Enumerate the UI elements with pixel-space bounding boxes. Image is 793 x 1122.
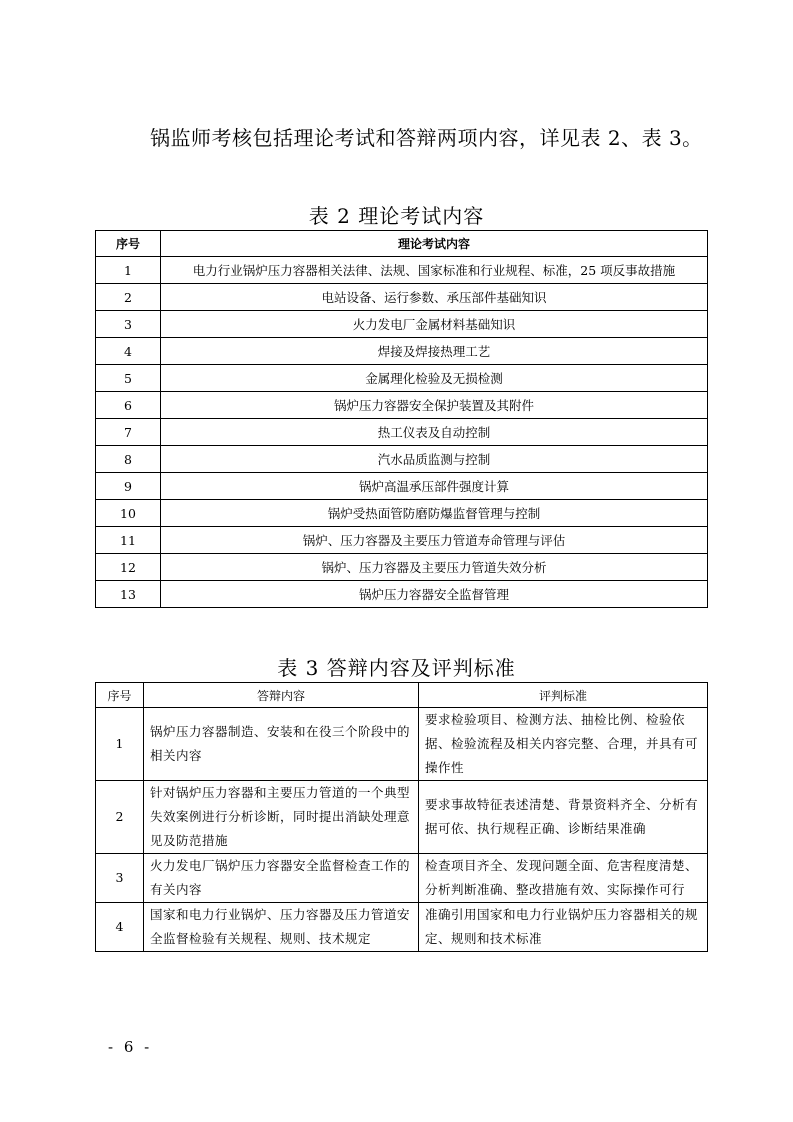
criteria-cell: 要求检验项目、检测方法、抽检比例、检验依据、检验流程及相关内容完整、合理，并具有可操作性 [419, 708, 708, 781]
table2-caption: 表 2 理论考试内容 [308, 204, 485, 228]
table-row [96, 338, 708, 365]
header-criteria: 评判标准 [419, 683, 708, 708]
header-content: 理论考试内容 [161, 231, 708, 257]
row-index-cell: 13 [96, 581, 161, 608]
defense-content-cell: 锅炉压力容器制造、安装和在役三个阶段中的相关内容 [144, 708, 419, 781]
row-index-cell: 3 [96, 854, 144, 903]
defense-content-cell: 国家和电力行业锅炉、压力容器及压力管道安全监督检验有关规程、规则、技术规定 [144, 903, 419, 952]
table2-body [96, 257, 708, 608]
table-row [96, 257, 708, 284]
table-row [96, 708, 708, 781]
page-number: - 6 - [108, 1038, 153, 1056]
row-index-cell: 2 [96, 781, 144, 854]
table-row [96, 473, 708, 500]
table-row [96, 365, 708, 392]
row-index-cell: 2 [96, 284, 161, 311]
row-index-cell: 8 [96, 446, 161, 473]
row-index-cell: 1 [96, 257, 161, 284]
row-index-cell: 1 [96, 708, 144, 781]
defense-content-cell: 针对锅炉压力容器和主要压力管道的一个典型失效案例进行分析诊断，同时提出消缺处理意见及防范措施 [144, 781, 419, 854]
row-index-cell: 6 [96, 392, 161, 419]
defense-table [95, 682, 708, 952]
table-row [96, 554, 708, 581]
row-content-cell: 锅炉压力容器安全保护装置及其附件 [161, 392, 708, 419]
row-index-cell: 7 [96, 419, 161, 446]
table-row [96, 581, 708, 608]
table-row [96, 392, 708, 419]
row-index-cell: 11 [96, 527, 161, 554]
table-row [96, 419, 708, 446]
row-index-cell: 12 [96, 554, 161, 581]
table-row [96, 903, 708, 952]
table-row [96, 500, 708, 527]
header-index: 序号 [96, 683, 144, 708]
row-index-cell: 5 [96, 365, 161, 392]
table-row [96, 781, 708, 854]
row-content-cell: 焊接及焊接热理工艺 [161, 338, 708, 365]
row-content-cell: 火力发电厂金属材料基础知识 [161, 311, 708, 338]
table-header-row [96, 231, 708, 257]
row-index-cell: 3 [96, 311, 161, 338]
table-row [96, 446, 708, 473]
row-content-cell: 金属理化检验及无损检测 [161, 365, 708, 392]
table-header-row [96, 683, 708, 708]
table3-caption: 表 3 答辩内容及评判标准 [277, 656, 516, 680]
row-content-cell: 汽水品质监测与控制 [161, 446, 708, 473]
table-row [96, 284, 708, 311]
intro-paragraph: 锅监师考核包括理论考试和答辩两项内容，详见表 2、表 3。 [150, 126, 703, 150]
row-index-cell: 10 [96, 500, 161, 527]
table-row [96, 527, 708, 554]
row-content-cell: 锅炉、压力容器及主要压力管道寿命管理与评估 [161, 527, 708, 554]
theory-exam-table [95, 230, 708, 608]
row-content-cell: 电站设备、运行参数、承压部件基础知识 [161, 284, 708, 311]
table-row [96, 311, 708, 338]
row-content-cell: 热工仪表及自动控制 [161, 419, 708, 446]
criteria-cell: 要求事故特征表述清楚、背景资料齐全、分析有据可依、执行规程正确、诊断结果准确 [419, 781, 708, 854]
defense-content-cell: 火力发电厂锅炉压力容器安全监督检查工作的有关内容 [144, 854, 419, 903]
row-index-cell: 4 [96, 903, 144, 952]
row-index-cell: 4 [96, 338, 161, 365]
row-content-cell: 锅炉压力容器安全监督管理 [161, 581, 708, 608]
row-content-cell: 锅炉受热面管防磨防爆监督管理与控制 [161, 500, 708, 527]
row-content-cell: 锅炉、压力容器及主要压力管道失效分析 [161, 554, 708, 581]
row-content-cell: 锅炉高温承压部件强度计算 [161, 473, 708, 500]
row-index-cell: 9 [96, 473, 161, 500]
criteria-cell: 检查项目齐全、发现问题全面、危害程度清楚、分析判断准确、整改措施有效、实际操作可行 [419, 854, 708, 903]
criteria-cell: 准确引用国家和电力行业锅炉压力容器相关的规定、规则和技术标准 [419, 903, 708, 952]
table-row [96, 854, 708, 903]
row-content-cell: 电力行业锅炉压力容器相关法律、法规、国家标准和行业规程、标准，25 项反事故措施 [161, 257, 708, 284]
header-defense-content: 答辩内容 [144, 683, 419, 708]
header-index: 序号 [96, 231, 161, 257]
table3-body [96, 708, 708, 952]
